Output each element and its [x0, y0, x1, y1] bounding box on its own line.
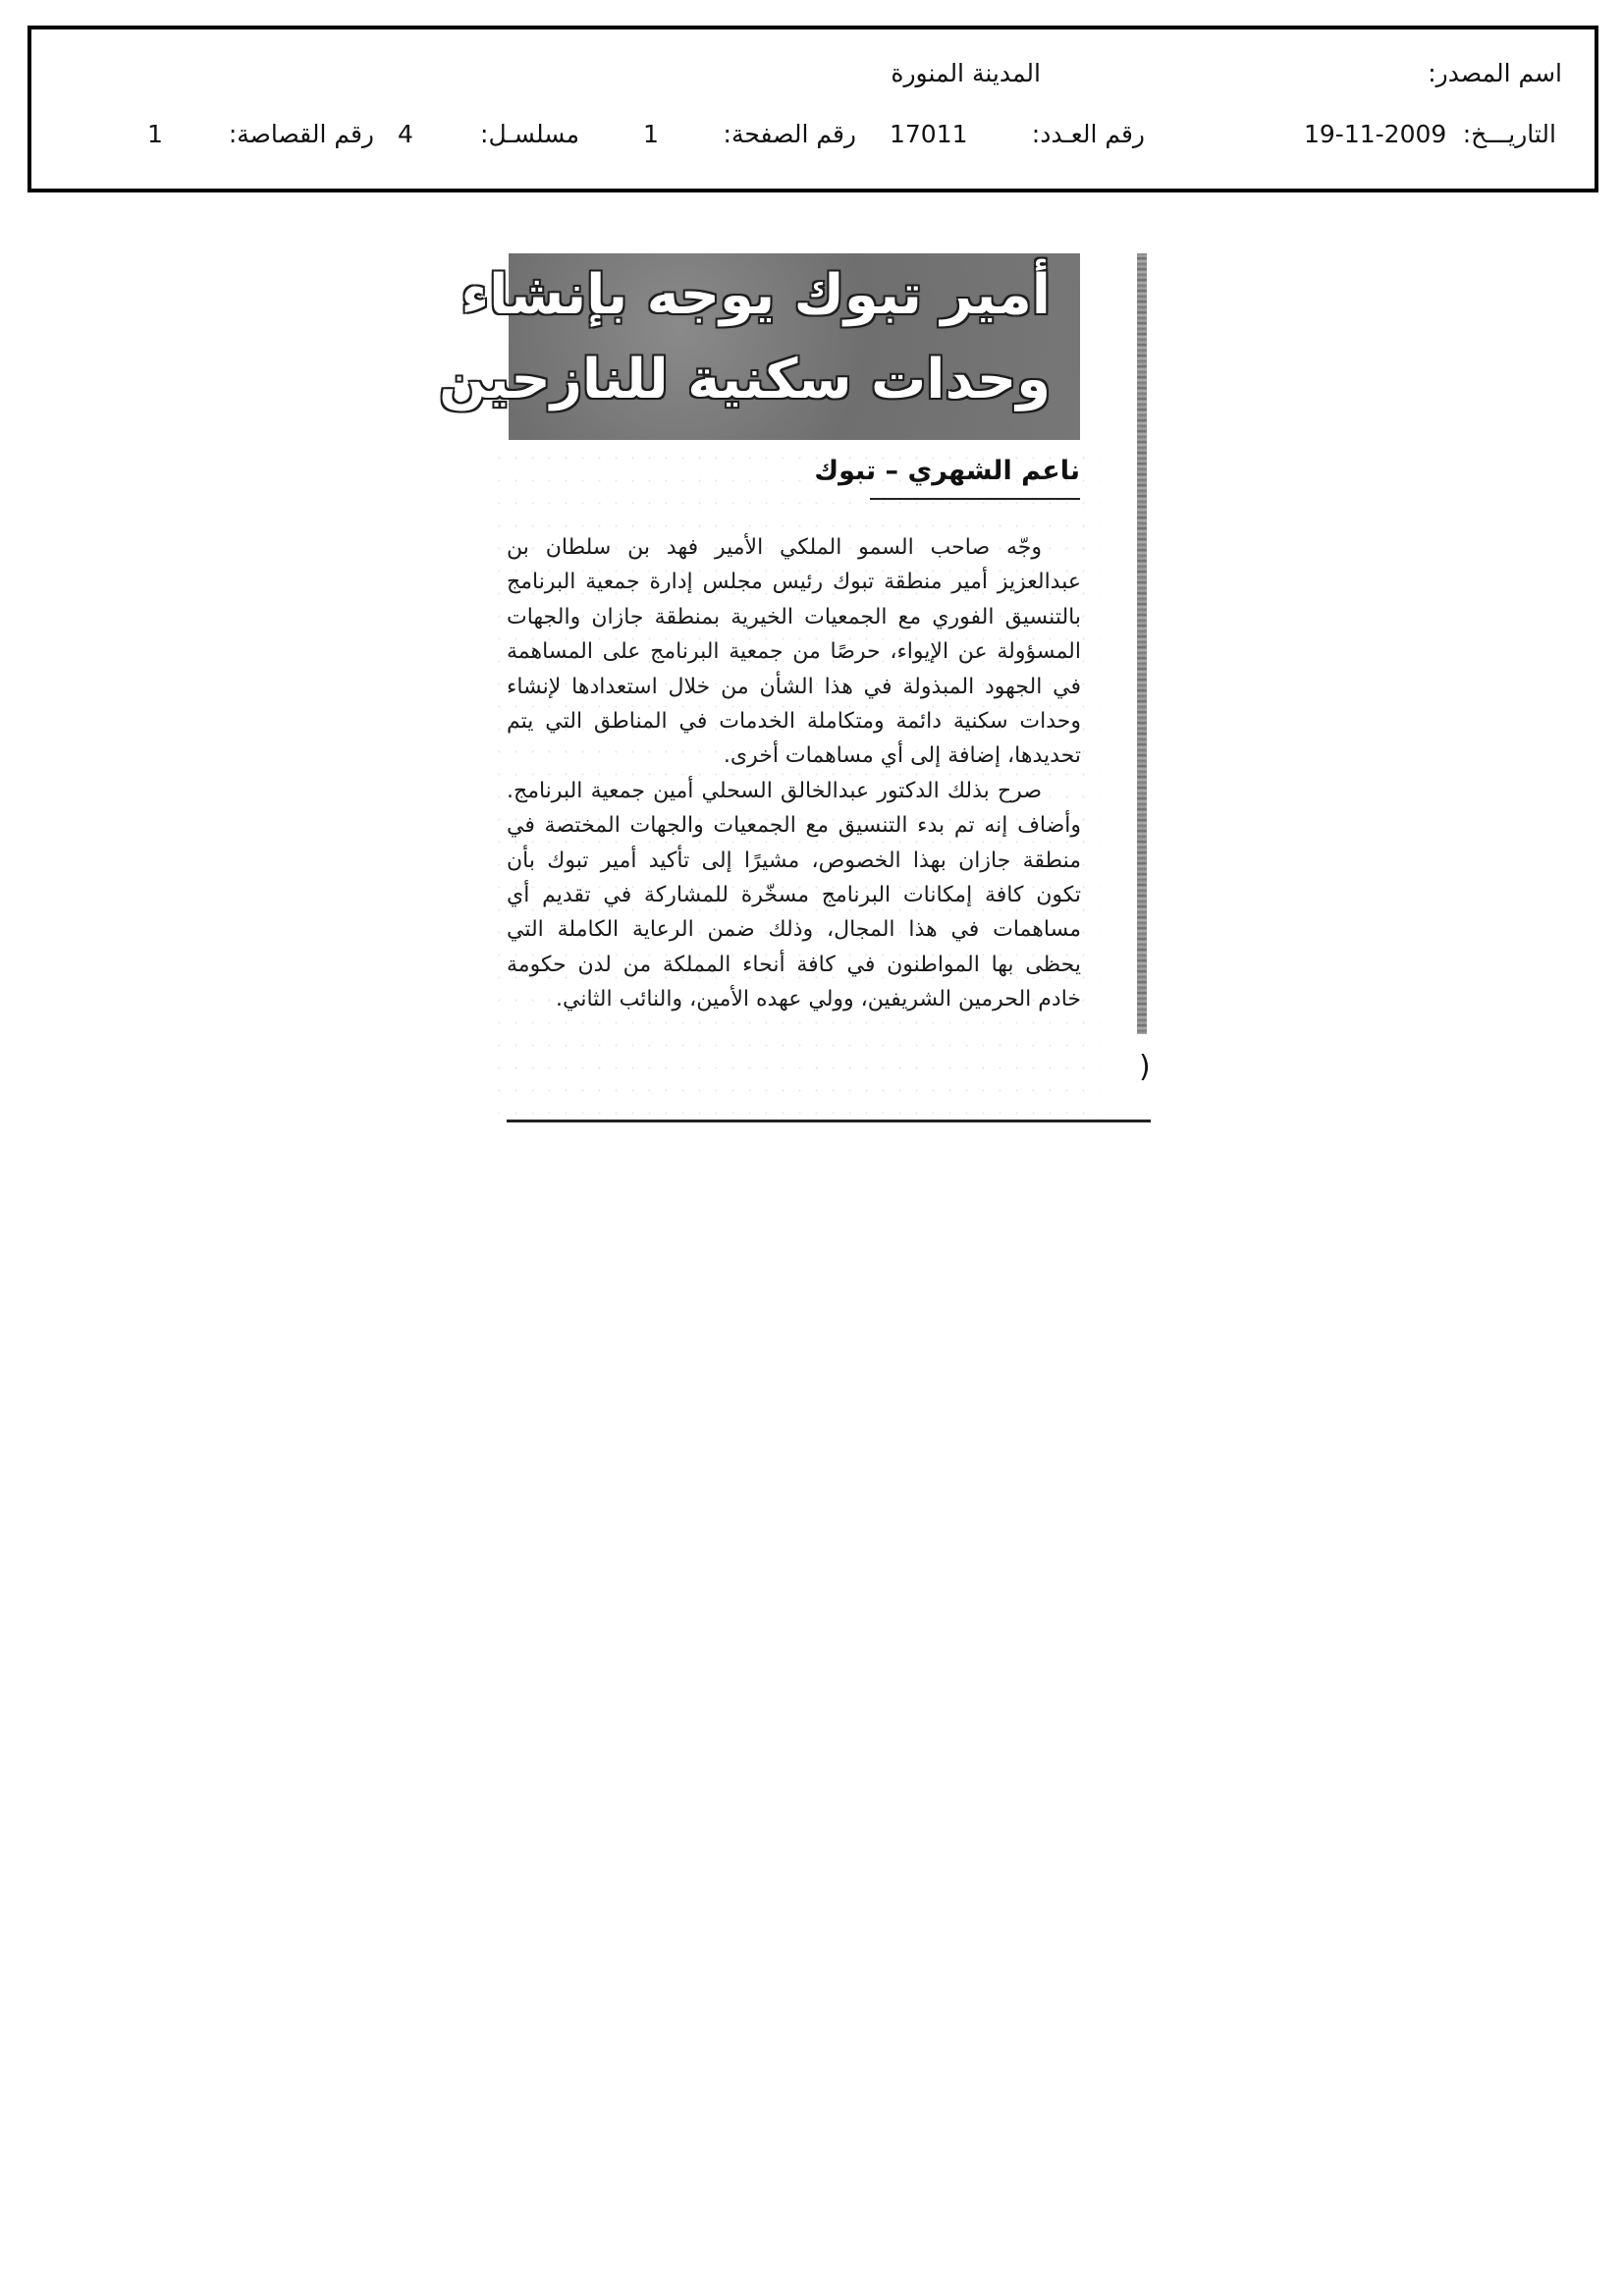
headline-line-2: وحدات سكنية للنازحين	[439, 348, 1051, 411]
byline-underline	[870, 498, 1080, 500]
clipping-bottom-rule	[507, 1120, 1151, 1122]
headline-box	[439, 253, 1080, 440]
serial-label: مسلسـل:	[480, 120, 579, 148]
clip-value: 1	[147, 120, 163, 148]
source-value: المدينة المنورة	[891, 59, 1041, 87]
issue-label: رقم العـدد:	[1031, 120, 1145, 148]
article-byline: ناعم الشهري – تبوك	[814, 456, 1080, 486]
article-paragraph-1: وجّه صاحب السمو الملكي الأمير فهد بن سلطان بن عبدالعزيز أمير منطقة تبوك رئيس مجلس إدارة جمعية البرنامج بالتنسيق الفوري مع الجمعيات الخيرية بمنطقة جازان والجهات المسؤولة عن الإيواء، حرصًا من جمعية البرنامج على المساهمة في الجهود المبذولة في هذا الشأن من خلال استعدادها لإنشاء وحدات سكنية دائمة ومتكاملة الخدمات في المناطق التي يتم تحديدها، إضافة إلى أي مساهمات أخرى.	[507, 535, 1081, 769]
article-body	[507, 530, 1081, 1017]
serial-value: 4	[398, 120, 413, 148]
page-value: 1	[643, 120, 659, 148]
headline-line-1: أمير تبوك يوجه بإنشاء	[460, 263, 1051, 327]
clipping-edge-strip	[1137, 253, 1147, 1034]
clipping-metadata-box	[27, 26, 1598, 192]
clipping-bracket: )	[1139, 1050, 1151, 1084]
date-value: 19-11-2009	[1304, 120, 1447, 148]
source-label: اسم المصدر:	[1428, 59, 1562, 87]
article-paragraph-2: صرح بذلك الدكتور عبدالخالق السحلي أمين جمعية البرنامج. وأضاف إنه تم بدء التنسيق مع الجمعيات والجهات المختصة في منطقة جازان بهذا الخصوص، مشيرًا إلى تأكيد أمير تبوك بأن تكون كافة إمكانات البرنامج مسخّرة للمشاركة في تقديم أي مساهمات في هذا المجال، وذلك ضمن الرعاية الكاملة التي يحظى بها المواطنون في كافة أنحاء المملكة من لدن حكومة خادم الحرمين الشريفين، وولي عهده الأمين، والنائب الثاني.	[507, 778, 1081, 1012]
date-label: التاريـــخ:	[1462, 120, 1556, 148]
page-label: رقم الصفحة:	[723, 120, 856, 148]
clip-label: رقم القصاصة:	[228, 120, 374, 148]
issue-value: 17011	[890, 120, 968, 148]
